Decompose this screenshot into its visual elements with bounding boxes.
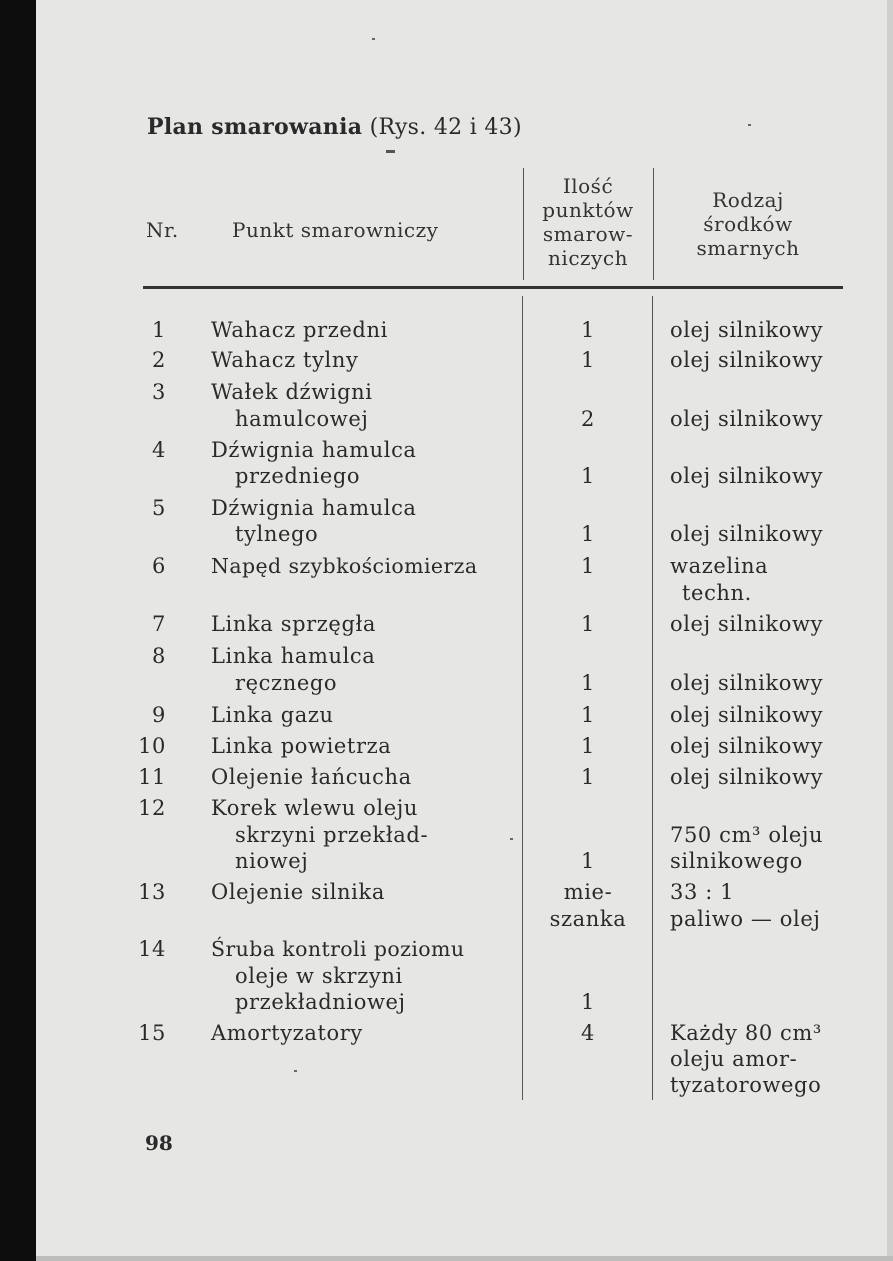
row-point: niowej	[235, 849, 309, 873]
header-count-line: smarow-	[542, 222, 634, 246]
row-nr: 4	[152, 438, 166, 462]
row-count: szanka	[549, 907, 627, 931]
row-kind: techn.	[682, 581, 752, 605]
row-count: 1	[581, 612, 595, 636]
row-point: skrzyni przekład-	[235, 823, 429, 847]
header-count-line: niczych	[548, 246, 628, 270]
row-point: oleje w skrzyni	[235, 964, 403, 988]
row-point: przekładniowej	[235, 990, 406, 1014]
row-point: Olejenie łańcucha	[211, 765, 412, 789]
row-point: Linka sprzęgła	[211, 612, 377, 636]
scan-speck	[386, 150, 395, 153]
row-kind: olej silnikowy	[670, 734, 824, 758]
row-nr: 7	[152, 612, 166, 636]
row-nr: 10	[138, 734, 166, 758]
row-nr: 14	[138, 937, 166, 961]
row-nr: 13	[138, 880, 166, 904]
row-point: Dźwignia hamulca	[211, 496, 417, 520]
row-kind: oleju amor-	[670, 1047, 798, 1071]
row-count: 2	[581, 407, 595, 431]
header-count-line: punktów	[542, 198, 634, 222]
row-nr: 2	[152, 348, 166, 372]
scan-speck	[748, 124, 751, 126]
row-count: mie-	[563, 880, 613, 904]
header-point: Punkt smarowniczy	[232, 218, 439, 242]
row-nr: 1	[152, 318, 166, 342]
row-point: Olejenie silnika	[211, 880, 385, 904]
row-nr: 3	[152, 380, 166, 404]
column-rule	[653, 168, 654, 280]
row-nr: 15	[138, 1021, 166, 1045]
row-point: Wahacz tylny	[211, 348, 359, 372]
row-kind: wazelina	[670, 554, 769, 578]
row-point: Śruba kontroli poziomu	[211, 937, 465, 961]
scan-speck	[372, 38, 375, 40]
row-nr: 12	[138, 796, 166, 820]
row-count: 1	[581, 765, 595, 789]
row-point: Korek wlewu oleju	[211, 796, 418, 820]
row-nr: 11	[138, 765, 166, 789]
header-kind	[653, 188, 843, 260]
row-point: Amortyzatory	[211, 1021, 363, 1045]
row-nr: 8	[152, 644, 166, 668]
row-kind: olej silnikowy	[670, 522, 824, 546]
scan-speck	[510, 838, 513, 840]
page-edge	[887, 0, 893, 1261]
row-point: Napęd szybkościomierza	[211, 554, 478, 578]
row-count: 4	[581, 1021, 595, 1045]
header-rule	[143, 286, 843, 289]
row-kind: 33 : 1	[670, 880, 735, 904]
row-kind: olej silnikowy	[670, 765, 824, 789]
column-rule	[523, 168, 524, 280]
row-kind: olej silnikowy	[670, 318, 824, 342]
row-kind: olej silnikowy	[670, 612, 824, 636]
header-kind-line: środków	[703, 212, 793, 236]
row-point: Linka gazu	[211, 703, 334, 727]
row-nr: 6	[152, 554, 166, 578]
row-count: 1	[581, 348, 595, 372]
row-count: 1	[581, 671, 595, 695]
scan-speck	[294, 1070, 297, 1072]
row-nr: 9	[152, 703, 166, 727]
row-kind: olej silnikowy	[670, 671, 824, 695]
row-kind: olej silnikowy	[670, 464, 824, 488]
header-kind-line: smarnych	[696, 236, 800, 260]
row-point: przedniego	[235, 464, 361, 488]
row-point: Dźwignia hamulca	[211, 438, 417, 462]
page-number: 98	[145, 1131, 173, 1155]
row-kind: olej silnikowy	[670, 703, 824, 727]
row-kind: olej silnikowy	[670, 348, 824, 372]
row-point: Wałek dźwigni	[211, 380, 373, 404]
header-nr: Nr.	[146, 218, 179, 242]
row-point: Wahacz przedni	[211, 318, 388, 342]
row-count: 1	[581, 554, 595, 578]
header-kind-line: Rodzaj	[712, 188, 784, 212]
page-edge-bottom	[36, 1256, 893, 1261]
row-count: 1	[581, 990, 595, 1014]
row-count: 1	[581, 522, 595, 546]
row-nr: 5	[152, 496, 166, 520]
page-title: Plan smarowania (Rys. 42 i 43)	[147, 114, 522, 140]
row-point: Linka powietrza	[211, 734, 392, 758]
header-count-line: Ilość	[562, 174, 614, 198]
row-kind: Każdy 80 cm³	[670, 1021, 822, 1045]
row-point: tylnego	[235, 522, 319, 546]
header-count	[523, 174, 653, 270]
row-count: 1	[581, 734, 595, 758]
row-count: 1	[581, 464, 595, 488]
row-kind: silnikowego	[670, 849, 803, 873]
row-point: hamulcowej	[235, 407, 369, 431]
row-count: 1	[581, 849, 595, 873]
row-point: ręcznego	[235, 671, 338, 695]
row-count: 1	[581, 318, 595, 342]
row-kind: olej silnikowy	[670, 407, 824, 431]
row-count: 1	[581, 703, 595, 727]
row-kind: paliwo — olej	[670, 907, 821, 931]
row-kind: 750 cm³ oleju	[670, 823, 824, 847]
row-point: Linka hamulca	[211, 644, 376, 668]
row-kind: tyzatorowego	[670, 1073, 822, 1097]
